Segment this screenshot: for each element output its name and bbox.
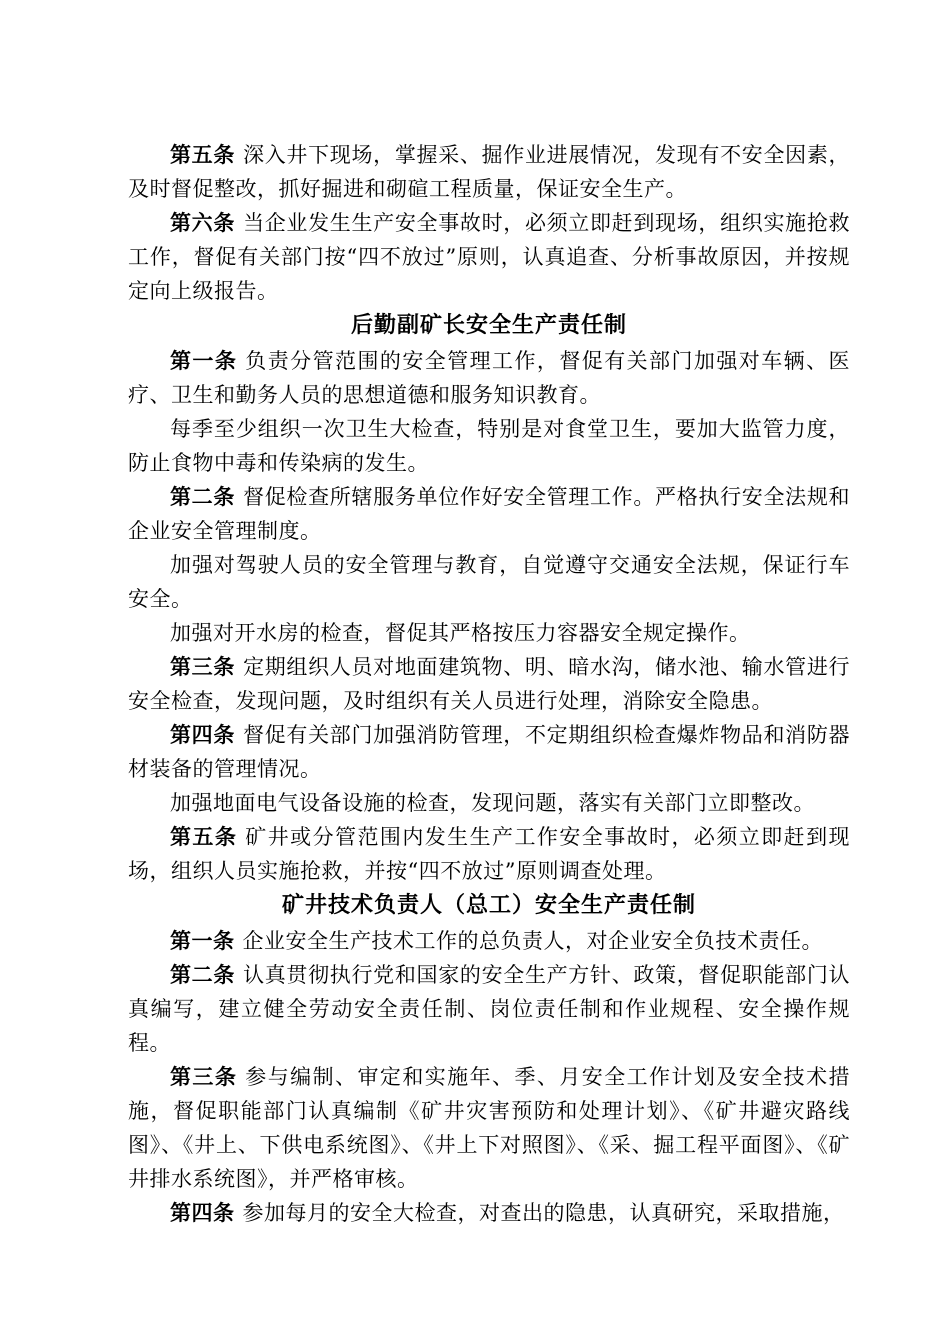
section-heading: 后勤副矿长安全生产责任制 xyxy=(350,313,627,338)
article-text: 矿井或分管范围内发生生产工作安全事故时，必须立即赶到现场，组织人员实施抢救，并按“四不放过”原则调查处理。 xyxy=(128,825,851,883)
article-label: 第二条 xyxy=(170,962,236,987)
article-label: 第三条 xyxy=(170,1064,238,1089)
article-text: 企业安全生产技术工作的总负责人，对企业安全负技术责任。 xyxy=(242,929,823,953)
article-text: 督促有关部门加强消防管理，不定期组织检查爆炸物品和消防器材装备的管理情况。 xyxy=(128,723,851,781)
article-paragraph xyxy=(128,718,850,786)
article-text: 认真贯彻执行党和国家的安全生产方针、政策，督促职能部门认真编写，建立健全劳动安全责任制、岗位责任制和作业规程、安全操作规程。 xyxy=(128,963,851,1055)
article-paragraph xyxy=(128,206,850,308)
body-paragraph xyxy=(128,412,850,480)
article-text: 加强对驾驶人员的安全管理与教育，自觉遵守交通安全法规，保证行车安全。 xyxy=(128,553,850,611)
article-paragraph xyxy=(128,924,850,958)
article-label: 第六条 xyxy=(170,210,236,235)
article-text: 参加每月的安全大检查，对查出的隐患，认真研究，采取措施， xyxy=(242,1201,845,1225)
article-paragraph xyxy=(128,480,850,548)
article-label: 第五条 xyxy=(170,142,236,167)
article-text: 定期组织人员对地面建筑物、明、暗水沟，储水池、输水管进行安全检查，发现问题，及时组织有关人员进行处理，消除安全隐患。 xyxy=(128,655,851,713)
article-text: 负责分管范围的安全管理工作，督促有关部门加强对车辆、医疗、卫生和勤务人员的思想道德和服务知识教育。 xyxy=(128,349,851,407)
article-paragraph xyxy=(128,820,850,888)
article-text: 当企业发生生产安全事故时，必须立即赶到现场，组织实施抢救工作，督促有关部门按“四不放过”原则，认真追查、分析事故原因，并按规定向上级报告。 xyxy=(128,211,851,303)
article-label: 第一条 xyxy=(170,928,235,953)
article-paragraph xyxy=(128,138,850,206)
article-label: 第一条 xyxy=(170,348,238,373)
article-label: 第四条 xyxy=(170,722,236,747)
article-text: 深入井下现场，掌握采、掘作业进展情况，发现有不安全因素，及时督促整改，抓好掘进和砌碹工程质量，保证安全生产。 xyxy=(128,143,851,201)
article-paragraph xyxy=(128,344,850,412)
body-paragraph xyxy=(128,616,850,650)
article-paragraph xyxy=(128,958,850,1060)
article-label: 第五条 xyxy=(170,824,238,849)
article-text: 加强地面电气设备设施的检查，发现问题，落实有关部门立即整改。 xyxy=(170,791,815,815)
article-paragraph xyxy=(128,1196,850,1230)
document-page xyxy=(128,138,850,1230)
body-paragraph xyxy=(128,786,850,820)
article-text: 督促检查所辖服务单位作好安全管理工作。严格执行安全法规和企业安全管理制度。 xyxy=(128,485,851,543)
article-text: 参与编制、审定和实施年、季、月安全工作计划及安全技术措施，督促职能部门认真编制《矿井灾害预防和处理计划》、《矿井避灾路线图》、《井上、下供电系统图》、《井上下对照图》、《采、掘工程平面图》、《矿井排水系统图》，并严格审核。 xyxy=(128,1065,851,1191)
article-label: 第三条 xyxy=(170,654,236,679)
section-heading: 矿井技术负责人（总工）安全生产责任制 xyxy=(281,893,696,918)
article-text: 每季至少组织一次卫生大检查，特别是对食堂卫生，要加大监管力度，防止食物中毒和传染病的发生。 xyxy=(128,417,850,475)
article-label: 第四条 xyxy=(170,1200,235,1225)
article-text: 加强对开水房的检查，督促其严格按压力容器安全规定操作。 xyxy=(170,621,751,645)
article-label: 第二条 xyxy=(170,484,236,509)
article-paragraph xyxy=(128,650,850,718)
body-paragraph xyxy=(128,548,850,616)
article-paragraph xyxy=(128,1060,850,1196)
